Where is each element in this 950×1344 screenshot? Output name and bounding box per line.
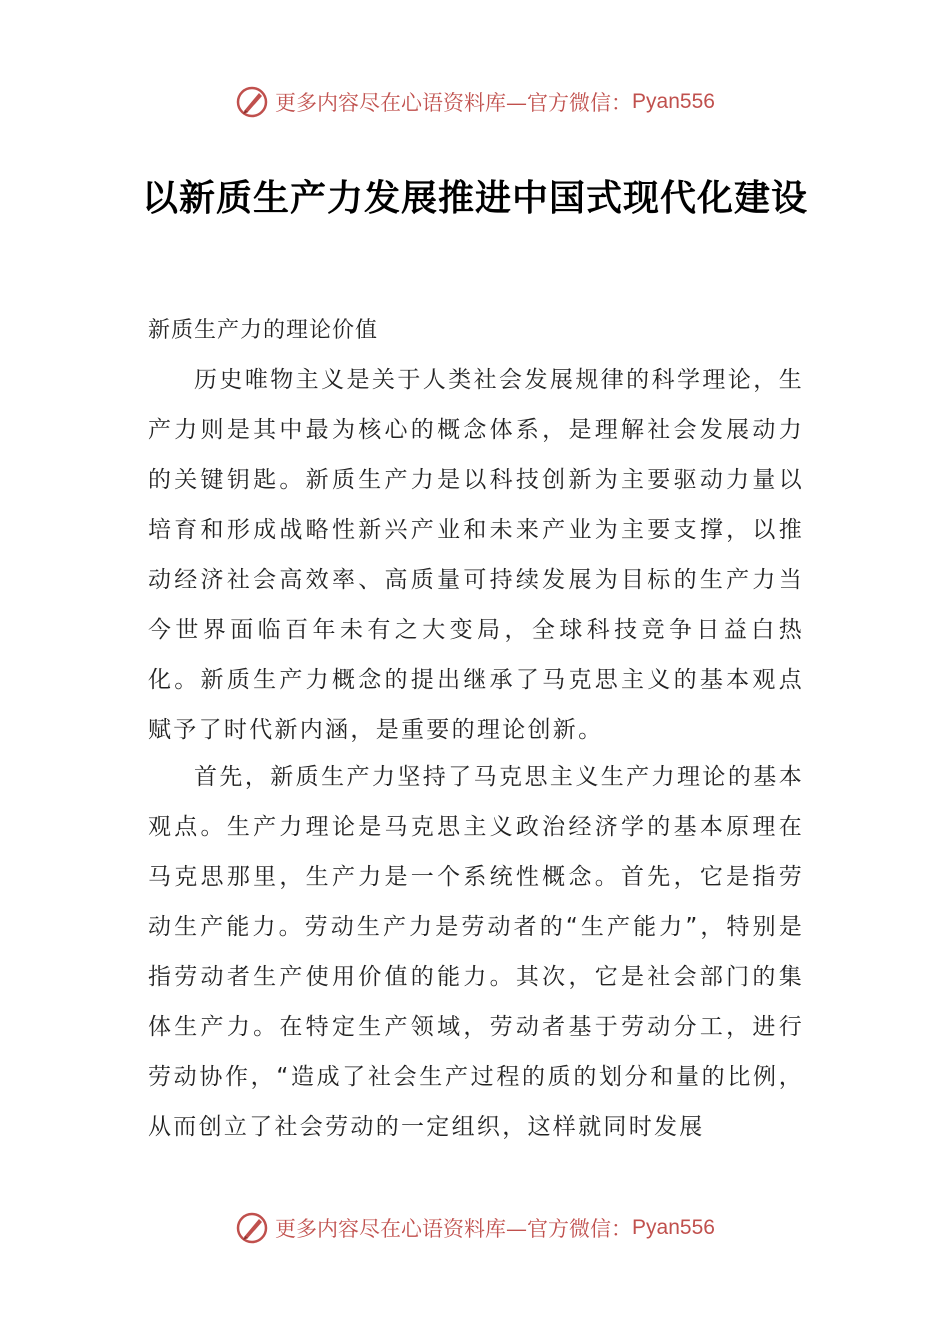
watermark-text: 更多内容尽在心语资料库—官方微信： bbox=[275, 91, 633, 115]
watermark-wechat-id: Pyan556 bbox=[632, 90, 715, 113]
pen-logo-icon bbox=[235, 1211, 269, 1245]
footer-watermark bbox=[0, 1208, 950, 1248]
paragraph-1: 历史唯物主义是关于人类社会发展规律的科学理论，生产力则是其中最为核心的概念体系，是理解社会发展动力的关键钥匙。新质生产力是以科技创新为主要驱动力量以培育和形成战略性新兴产业和未来产业为主要支撑，以推动经济社会高效率、高质量可持续发展为目标的生产力当今世界面临百年未有之大变局，全球科技竞争日益白热化。新质生产力概念的提出继承了马克思主义的基本观点赋予了时代新内涵，是重要的理论创新。 bbox=[148, 367, 804, 743]
document-title: 以新质生产力发展推进中国式现代化建设 bbox=[141, 178, 808, 219]
section-heading: 新质生产力的理论价值 bbox=[148, 318, 379, 343]
header-watermark bbox=[0, 82, 950, 122]
watermark-text: 更多内容尽在心语资料库—官方微信： bbox=[275, 1217, 633, 1241]
pen-logo-icon bbox=[235, 85, 269, 119]
watermark-wechat-id: Pyan556 bbox=[632, 1216, 715, 1239]
paragraph-2: 首先，新质生产力坚持了马克思主义生产力理论的基本观点。生产力理论是马克思主义政治经济学的基本原理在马克思那里，生产力是一个系统性概念。首先，它是指劳动生产能力。劳动生产力是劳动者的“生产能力”，特别是指劳动者生产使用价值的能力。其次，它是社会部门的集体生产力。在特定生产领域，劳动者基于劳动分工，进行劳动协作，“造成了社会生产过程的质的划分和量的比例，从而创立了社会劳动的一定组织，这样就同时发展 bbox=[148, 764, 804, 1140]
